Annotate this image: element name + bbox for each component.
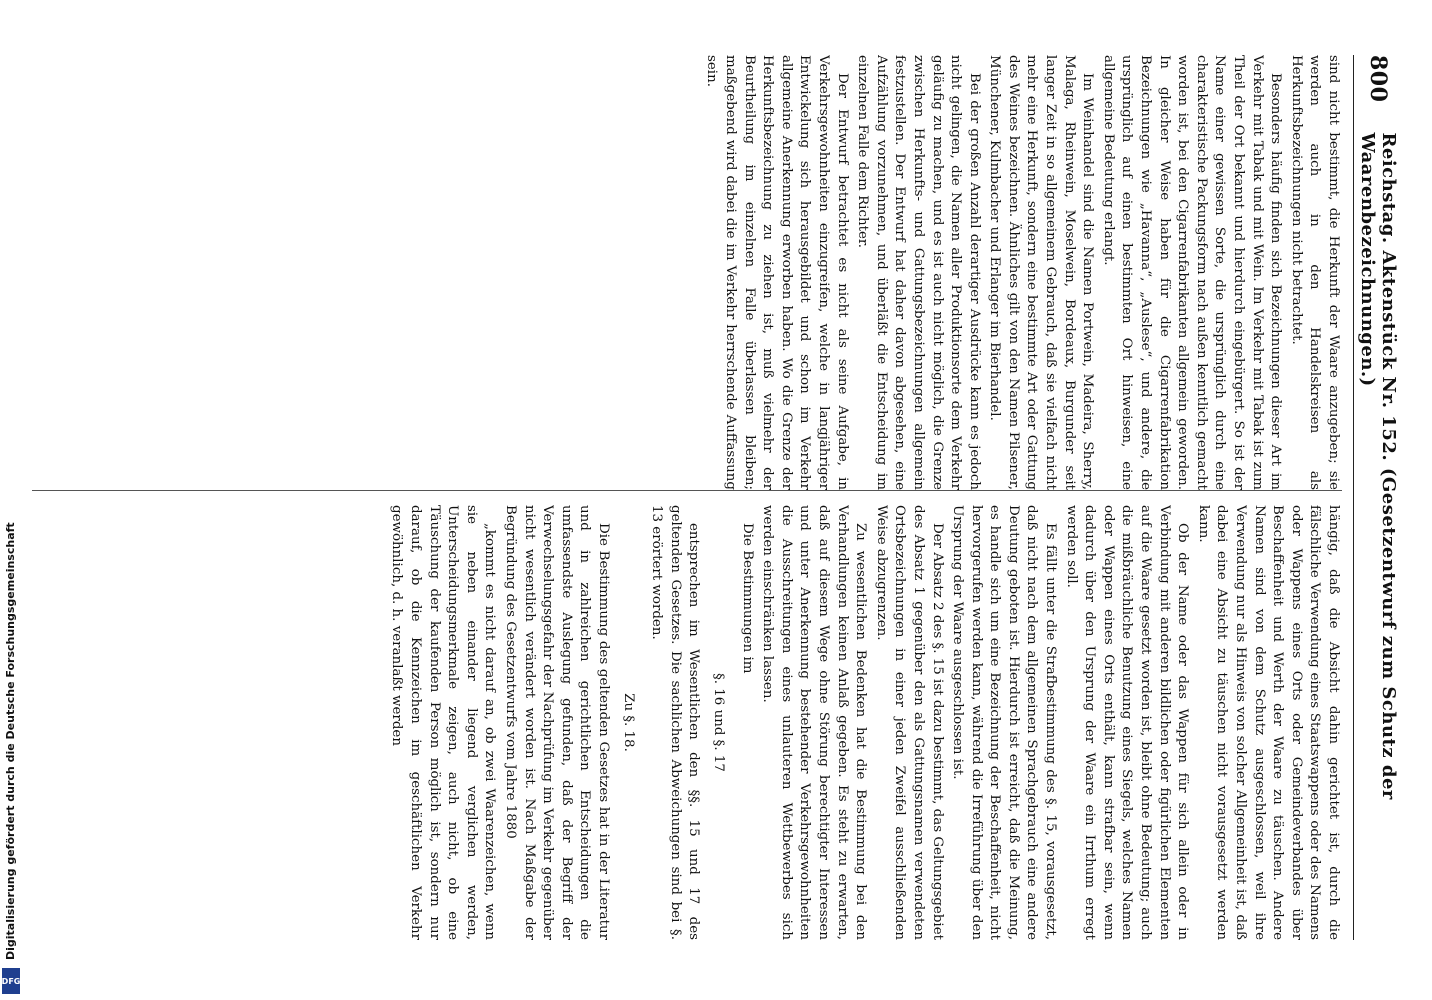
paragraph: Die Bestimmungen im [739,523,755,674]
page-number: 800 [1365,55,1391,103]
footer-text: Digitalisierung gefördert durch die Deutsche Forschungsgemeinschaft [4,522,17,960]
paragraph: sind nicht bestimmt, die Herkunft der Waare anzugeben; sie werden auch in den Handelskreisen als Herkunftsbezeichnungen nicht betrachtet. [1288,55,1341,490]
paragraph: Besonders häufig finden sich Bezeichnungen dieser Art im Verkehr mit Tabak und mit Wein. Im Verkehr mit Tabak ist zum Theil der Ort bekannt und hierdurch eingebürgert. So ist der Name einer gewissen Sorte, die ursprünglich durch eine charakteristische Packungsform nach außen kenntlich gemacht worden ist, bei den Cigarrenfabrikanten allgemein geworden. In gleicher Weise haben für die Cigarrenfabrikation Bezeichnungen wie „Havanna“, „Auslese“, und andere, die ursprünglich auf einen bestimmten Ort hinweisen, eine allgemeine Bedeutung erlangt. [1100,55,1284,490]
paragraph: entsprechen im Wesentlichen den §§. 15 und 17 des geltenden Gesetzes. Die sachlichen Abweichungen sind bei §. 13 erörtert worden. [649,505,702,940]
paragraph: Die Bestimmung des geltenden Gesetzes hat in der Literatur und in zahlreichen gerichtlichen Entscheidungen die umfassendste Auslegung gefunden, daß der Begriff der Verwechselungsgefahr der Nachprüfung im Verkehr gegenüber nicht wesentlich verändert worden ist. Nach Maßgabe der Begründung des Gesetzentwurfs vom Jahre 1880 [503,505,612,940]
paragraph: Ob der Name oder das Wappen für sich allein oder in Verbindung mit anderen bildlichen oder figürlichen Elementen auf die Waare gesetzt worden ist, bleibt ohne Bedeutung; auch die mißbräuchliche Benutzung eines Siegels, welches Namen oder Wappen eines Orts enthält, kann strafbar sein, wenn dadurch über den Ursprung der Waare ein Irrthum erregt werden soll. [1063,505,1191,940]
paragraph: Im Weinhandel sind die Namen Portwein, Madeira, Sherry, Malaga, Rheinwein, Moselwein, Bordeaux, Burgunder seit langer Zeit in so allgemeinem Gebrauch, daß sie vielfach nicht mehr eine Herkunft, sondern eine bestimmte Art oder Gattung des Weines bezeichnen. Ähnliches gilt von den Namen Pilsener, Münchener, Kulmbacher und Erlanger im Bierhandel. [987,55,1096,490]
paragraph: Es fällt unter die Strafbestimmung des §. 15, vorausgesetzt, daß nicht nach dem allgemeinen Sprachgebrauch eine andere Deutung geboten ist. Hierdurch ist erreicht, daß die Meinung, es handle sich um eine Bezeichnung der Beschaffenheit, nicht hervorgerufen werden kann, während die Irreführung über den Ursprung der Waare ausgeschlossen ist. [950,505,1059,940]
column-divider [32,490,1342,491]
paragraph: hängig, daß die Absicht dahin gerichtet ist, durch die fälschliche Verwendung eines Staatswappens oder des Namens oder Wappens eines Orts oder Gemeindeverbandes über Beschaffenheit und Werth der Waare zu täuschen. Andere Namen sind von dem Schutz ausgeschlossen, weil ihre Verwendung nur als Hinweis von solcher Allgemeinheit ist, daß dabei eine Absicht zu täuschen nicht vorausgesetzt werden kann. [1195,505,1341,940]
page-header [1353,55,1402,940]
paragraph: Der Absatz 2 des §. 15 ist dazu bestimmt, das Geltungsgebiet des Absatz 1 gegenüber den als Gattungsnamen verwendeten Ortsbezeichnungen in einer jeden Zweifel ausschließenden Weise abzugrenzen. [873,505,945,940]
paragraph: Der Entwurf betrachtet es nicht als seine Aufgabe, in Verkehrsgewohnheiten einzugreifen, welche in langjähriger Entwickelung sich herausgebildet und schon im Verkehr allgemeine Anerkennung erworben haben. Wo die Grenze der Herkunftsbezeichnung zu ziehen ist, muß vielmehr der Beurtheilung im einzelnen Falle überlassen bleiben; maßgebend wird dabei die im Verkehr herrschende Auffassung sein. [704,55,850,490]
dfg-logo: DFG [2,968,20,994]
section-heading: §. 16 und §. 17 [711,673,726,772]
running-title: Reichstag. Aktenstück Nr. 152. (Gesetzentwurf zum Schutz der Waarenbezeichnungen.) [1357,132,1399,800]
right-column [32,505,1342,940]
section-heading: Zu §. 18. [620,693,636,752]
paragraph: Zu wesentlichen Bedenken hat die Bestimmung bei den Verhandlungen keinen Anlaß gegeben. Es steht zu erwarten, daß auf diesem Wege ohne Störung berechtigter Interessen und unter Anerkennung bestehender Verkehrsgewohnheiten die Ausschreitungen eines unlauteren Wettbewerbes sich werden einschränken lassen. [760,505,869,940]
paragraph: Bei der großen Anzahl derartiger Ausdrücke kann es jedoch nicht gelingen, die Namen aller Produktionsorte dem Verkehr geläufig zu machen, und es ist auch nicht möglich, die Grenze zwischen Herkunfts- und Gattungsbezeichnungen allgemein festzustellen. Der Entwurf hat daher davon abgesehen, eine Aufzählung vorzunehmen, und überläßt die Entscheidung im einzelnen Falle dem Richter. [855,55,982,490]
paragraph: „kommt es nicht darauf an, ob zwei Waarenzeichen, wenn sie neben einander liegend verglichen werden, Unterscheidungsmerkmale zeigen, auch nicht, ob eine Täuschung der kaufenden Person möglich ist, sondern nur darauf, ob die Kennzeichen im geschäftlichen Verkehr gewöhnlich, d. h. veranlaßt werden [389,505,498,940]
digitization-footer [0,0,22,1000]
left-column [32,55,1342,490]
